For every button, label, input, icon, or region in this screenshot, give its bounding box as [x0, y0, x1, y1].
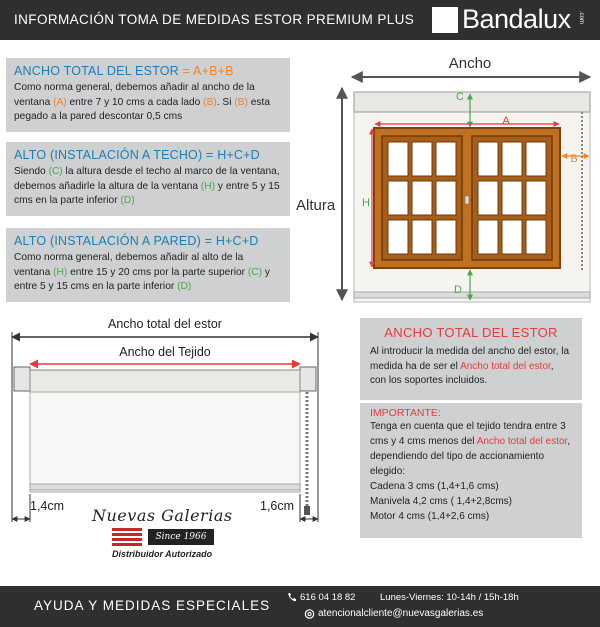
footer-email[interactable]: atencionalcliente@nuevasgalerias.es — [318, 608, 484, 619]
ancho-tejido-label: Ancho del Tejido — [119, 345, 211, 359]
chain-weight-icon — [304, 506, 310, 515]
logo-name: Nuevas Galerias — [92, 506, 233, 525]
nuevas-galerias-logo[interactable] — [92, 506, 252, 566]
blind-bottom-rail — [30, 484, 300, 490]
left-measure-label: 1,4cm — [30, 499, 65, 513]
logo-since-badge: Since 1966 — [148, 529, 214, 545]
measure-h-label: H — [362, 197, 370, 209]
ancho-total-info-box — [360, 318, 582, 400]
right-bracket — [300, 367, 316, 391]
list-item: Manivela 4,2 cms ( 1,4+2,8cms) — [370, 496, 512, 507]
page-title: INFORMACIÓN TOMA DE MEDIDAS ESTOR PREMIUM PLUS — [14, 12, 415, 27]
ancho-total-text: Como norma general, debemos añadir al ancho de la ventana (A) entre 7 y 10 cms a cada lado (B). Si (B) esta pegado a la pared descontar 0,5 cms — [14, 82, 271, 122]
footer-hours: Lunes-Viernes: 10-14h / 15h-18h — [380, 592, 519, 603]
footer-phone[interactable]: 616 04 18 82 — [300, 592, 356, 603]
footer-title: AYUDA Y MEDIDAS ESPECIALES — [34, 598, 271, 613]
importante-text: Tenga en cuenta que el tejido tendra entre 3 cms y 4 cms menos del Ancho total del estor, dependiendo del tipo de accionamiento elegido: — [370, 421, 571, 477]
measure-c-label: C — [456, 91, 464, 103]
importante-label: IMPORTANTE: — [370, 407, 441, 419]
measure-a-label: A — [502, 115, 510, 127]
window-measure-diagram — [292, 48, 597, 310]
alto-pared-text: Como norma general, debemos añadir al alto de la ventana (H) entre 15 y 20 cms por la parte superior (C) y entre 5 y 15 cms en la parte inferior (D) — [14, 252, 270, 292]
blind-fabric-front — [30, 392, 300, 492]
blind-width-diagram — [4, 312, 354, 522]
alto-techo-heading: ALTO (INSTALACIÓN A TECHO) = H+C+D — [14, 148, 260, 162]
measure-d-label: D — [454, 284, 462, 296]
altura-label: Altura — [296, 197, 336, 214]
window-handle-icon — [465, 196, 469, 204]
ancho-total-heading: ANCHO TOTAL DEL ESTOR = A+B+B — [14, 64, 234, 78]
alto-pared-box — [6, 228, 290, 302]
footer-bar — [0, 586, 600, 627]
alto-techo-text: Siendo (C) la altura desde el techo al marco de la ventana, debemos añadirle la altura de la ventana (H) y entre 5 y 15 cms en la parte inferior (D) — [14, 166, 280, 206]
blind-roller — [30, 370, 300, 392]
phone-icon — [288, 592, 297, 602]
ancho-total-info-text: Al introducir la medida del ancho del estor, la medida ha de ser el Ancho total del estor, con los soportes incluidos. — [370, 346, 570, 386]
blind-headrail — [354, 92, 590, 112]
ancho-total-box — [6, 58, 290, 132]
left-bracket — [14, 367, 30, 391]
bandalux-mark-icon — [432, 7, 458, 33]
measure-b-label: B — [570, 153, 578, 165]
bandalux-logo[interactable] — [432, 5, 592, 35]
logo-stripes-icon — [112, 528, 142, 546]
email-icon — [304, 609, 315, 619]
logo-distributor-text: Distribuidor Autorizado — [112, 549, 213, 559]
importante-box — [360, 403, 582, 538]
alto-techo-box — [6, 142, 290, 216]
brand-name: Bandalux — [462, 4, 571, 34]
ancho-total-label: Ancho total del estor — [108, 317, 222, 331]
list-item: Motor 4 cms (1,4+2,6 cms) — [370, 511, 490, 522]
ancho-total-info-heading: ANCHO TOTAL DEL ESTOR — [384, 325, 558, 340]
header-bar — [0, 0, 600, 40]
right-measure-label: 1,6cm — [260, 499, 295, 513]
alto-pared-heading: ALTO (INSTALACIÓN A PARED) = H+C+D — [14, 234, 259, 248]
brand-suffix: .com — [578, 11, 584, 25]
ancho-label: Ancho — [448, 55, 492, 72]
list-item: Cadena 3 cms (1,4+1,6 cms) — [370, 481, 499, 492]
blind-bottom-bar — [354, 292, 590, 298]
